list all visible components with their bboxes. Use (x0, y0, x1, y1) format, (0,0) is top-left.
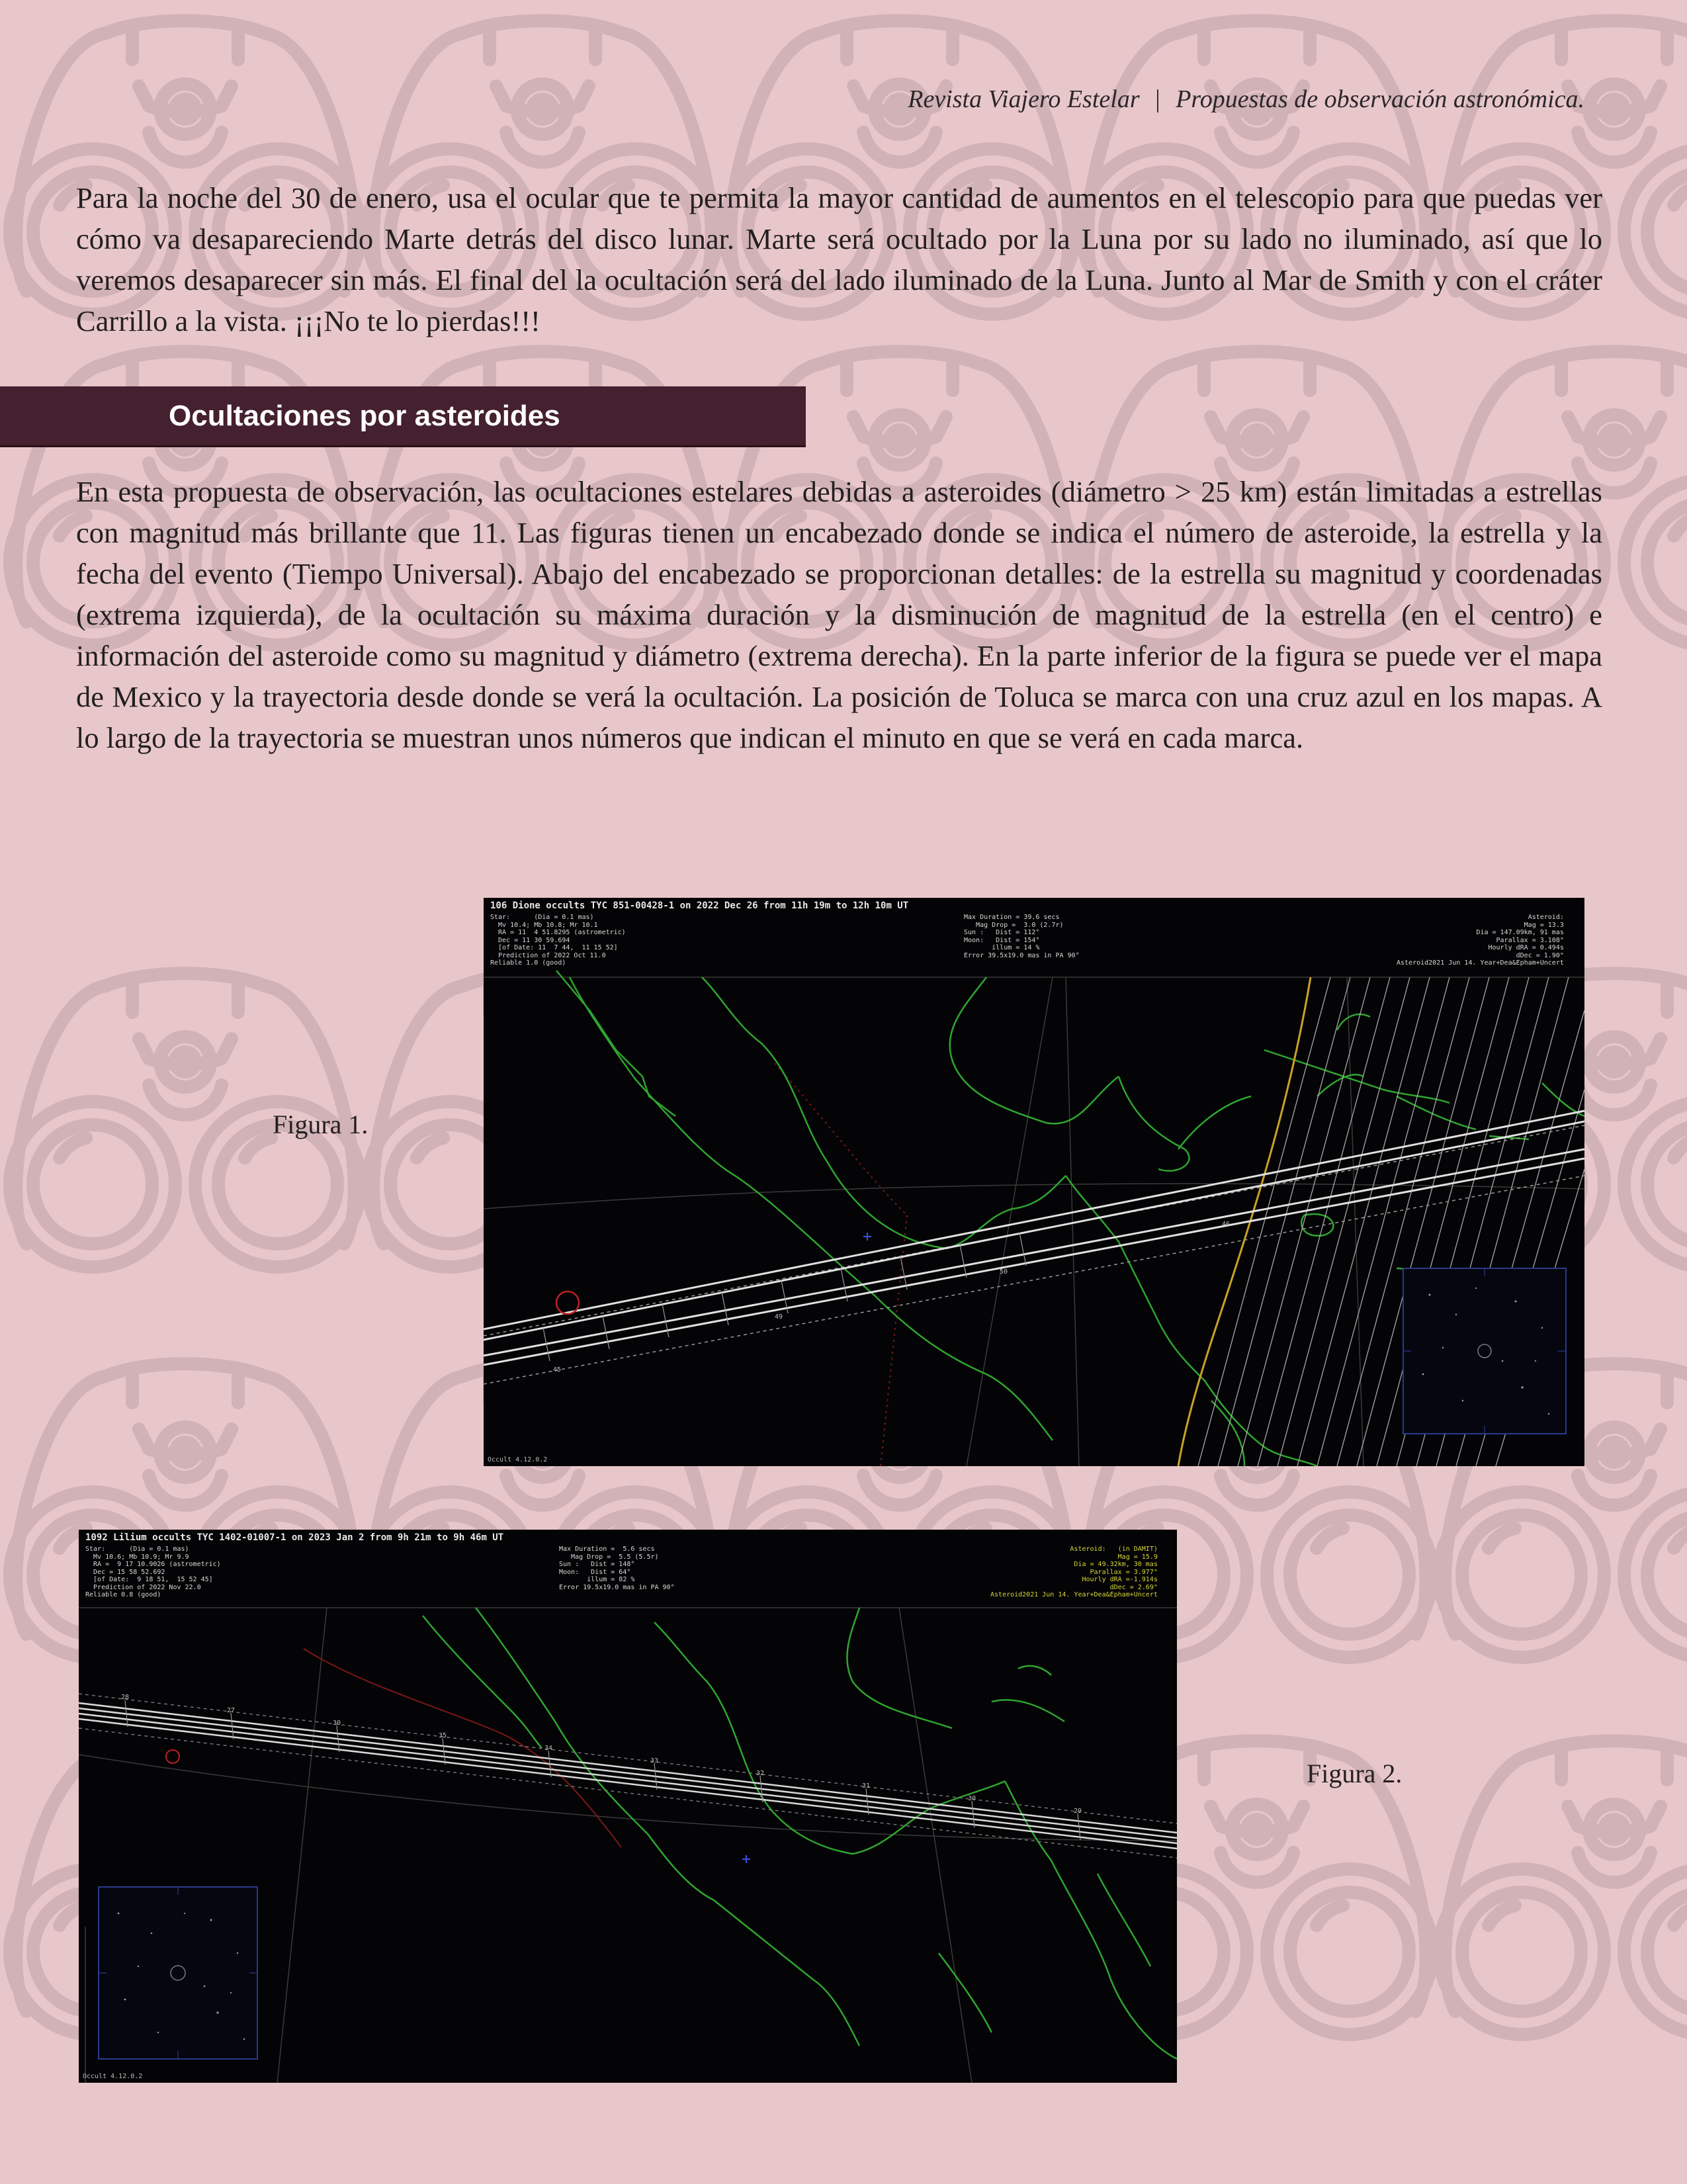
figure-1-event-details: Max Duration = 39.6 secs Mag Drop = 3.0 (2.7r) Sun : Dist = 112° Moon: Dist = 154° illum = 14 % Error 39.5x19.0 mas in PA 90° (964, 914, 1080, 959)
figure-2-map-title: 1092 Lilium occults TYC 1402-01007-1 on 2023 Jan 2 from 9h 21m to 9h 46m UT (85, 1532, 504, 1543)
magazine-name: Revista Viajero Estelar (908, 85, 1140, 113)
figure-2-event-details: Max Duration = 5.6 secs Mag Drop = 5.5 (5.5r) Sun : Dist = 148° Moon: Dist = 64° illum = 82 % Error 19.5x19.0 mas in PA 90° (559, 1546, 675, 1591)
figure-1-asteroid-details: Asteroid: Mag = 13.3 Dia = 147.09km, 91 mas Parallax = 3.108" Hourly dRA = 0.494s dDec = 1.90" Asteroid2021 Jun 14. Year+Dea&Epham+Uncert (1397, 914, 1564, 967)
figure-2-caption: Figura 2. (1307, 1759, 1403, 1788)
figure-2-minute-label: 28 (121, 1694, 130, 1701)
figure-1-minute-label: 50 (1000, 1268, 1008, 1276)
running-header (908, 85, 1584, 114)
section-heading-bar (0, 386, 806, 447)
figure-2-minute-label: 35 (439, 1732, 447, 1739)
figure-2-software-label: Occult 4.12.0.2 (83, 2073, 143, 2080)
header-section: Propuestas de observación astronómica. (1176, 85, 1584, 113)
figure-2-minute-label: 34 (544, 1745, 553, 1752)
figure-2-map-drawing (79, 1530, 1177, 2083)
figure-1-occultation-map (484, 898, 1584, 1466)
figure-2-minute-label: 29 (1074, 1808, 1082, 1815)
figure-2-occultation-map (79, 1530, 1177, 2083)
figure-2-minute-label: 30 (333, 1720, 341, 1727)
figure-1-minute-label: 45 (553, 1366, 562, 1374)
figure-2-minute-label: 31 (862, 1782, 871, 1790)
header-separator: | (1155, 85, 1160, 113)
section-heading: Ocultaciones por asteroides (169, 400, 560, 432)
figure-2-minute-label: 27 (227, 1707, 236, 1714)
figure-1-star-details: Star: (Dia = 0.1 mas) Mv 10.4; Mb 10.8; Mr 10.1 RA = 11 4 51.8295 (astrometric) Dec = 11 30 59.694 [of Date: 11 7 44, 11 15 52] Prediction of 2022 Oct 11.0 Reliable 1.0 (good) (490, 914, 626, 967)
figure-2-star-details: Star: (Dia = 0.1 mas) Mv 10.6; Mb 10.9; Mr 9.9 RA = 9 17 10.9026 (astrometric) Dec = 15 58 52.692 [of Date: 9 18 51, 15 52 45] Prediction of 2022 Nov 22.0 Reliable 0.8 (good) (85, 1546, 221, 1598)
figure-2-minute-label: 32 (756, 1770, 765, 1777)
intro-paragraph: Para la noche del 30 de enero, usa el ocular que te permita la mayor cantidad de aumentos en el telescopio para que puedas ver cómo va desapareciendo Marte detrás del disco lunar. Marte será ocultado por la Luna por su lado no iluminado, así que lo veremos desaparecer sin más. El final del la ocultación será del lado iluminado de la Luna. Junto al Mar de Smith y con el cráter Carrillo a la vista. ¡¡¡No te lo pierdas!!! (76, 181, 1602, 337)
figure-1-caption: Figura 1. (273, 1110, 368, 1139)
figure-2-asteroid-details: Asteroid: (in DAMIT) Mag = 15.9 Dia = 49.32km, 30 mas Parallax = 3.977" Hourly dRA =-1.914s dDec = 2.69" Asteroid2021 Jun 14. Year+Dea&Epham+Uncert (990, 1546, 1158, 1598)
figure-1-minute-label: 46 (1222, 1221, 1231, 1228)
figure-1-map-drawing (484, 898, 1584, 1466)
body-paragraph: En esta propuesta de observación, las ocultaciones estelares debidas a asteroides (diámetro > 25 km) están limitadas a estrellas con magnitud más brillante que 11. Las figuras tienen un encabezado donde se indica el número de asteroide, la estrella y la fecha del evento (Tiempo Universal). Abajo del encabezado se proporcionan detalles: de la estrella su magnitud y coordenadas (extrema izquierda), de la ocultación su máxima duración y la disminución de magnitud de la estrella (en el centro) e información del asteroide como su magnitud y diámetro (extrema derecha). En la parte inferior de la figura se puede ver el mapa de Mexico y la trayectoria desde donde se verá la ocultación. La posición de Toluca se marca con una cruz azul en los mapas. A lo largo de la trayectoria se muestran unos números que indican el minuto en que se verá en cada marca. (76, 475, 1602, 754)
figure-1-minute-label: 49 (775, 1313, 783, 1321)
figure-1-software-label: Occult 4.12.0.2 (488, 1456, 548, 1463)
figure-2-minute-label: 33 (650, 1757, 659, 1765)
figure-2-minute-label: 30 (968, 1795, 976, 1802)
figure-1-map-title: 106 Dione occults TYC 851-00428-1 on 2022 Dec 26 from 11h 19m to 12h 10m UT (490, 900, 909, 911)
